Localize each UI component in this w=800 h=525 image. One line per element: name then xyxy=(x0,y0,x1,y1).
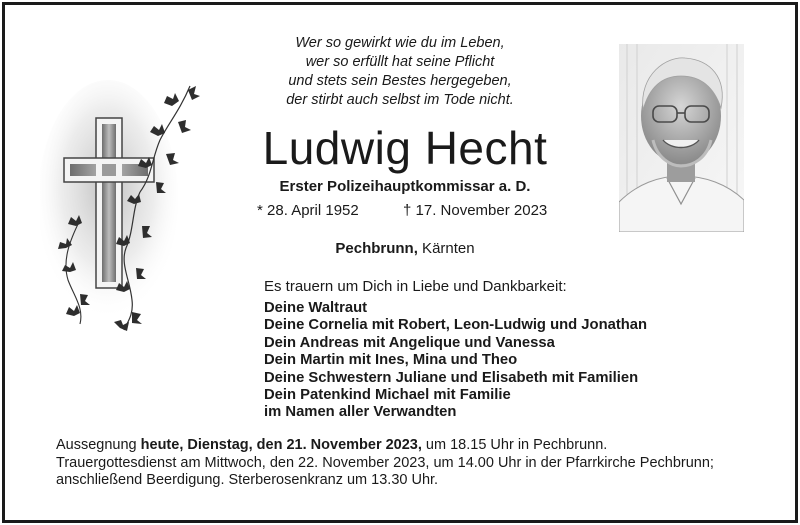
service-line-mass: Trauergottesdienst am Mittwoch, den 22. November 2023, um 14.00 Uhr in der Pfarrkirche Pechbrunn; xyxy=(56,454,714,471)
service-line1-date: heute, Dienstag, den 21. November 2023, xyxy=(140,437,422,453)
mourners-intro: Es trauern um Dich in Liebe und Dankbarkeit: xyxy=(264,278,567,295)
mourner-line: Dein Martin mit Ines, Mina und Theo xyxy=(264,352,518,369)
service-line1-pre: Aussegnung xyxy=(56,437,141,453)
mourner-line: Dein Andreas mit Angelique und Vanessa xyxy=(264,334,555,351)
service-line-blessing xyxy=(56,437,776,455)
mourner-line: Deine Waltraut xyxy=(264,300,368,316)
mourners-list xyxy=(264,300,647,422)
cross-with-ivy-icon xyxy=(40,80,200,340)
poem-line: der stirbt auch selbst im Tode nicht. xyxy=(286,92,514,108)
death-date: † 17. November 2023 xyxy=(403,202,548,219)
portrait-photo xyxy=(619,44,744,232)
poem xyxy=(230,34,570,110)
residence xyxy=(230,239,580,258)
mourner-line: Deine Schwestern Juliane und Elisabeth mit Familien xyxy=(264,369,639,386)
mourner-line: im Namen aller Verwandten xyxy=(264,404,457,421)
mourner-line: Dein Patenkind Michael mit Familie xyxy=(264,387,511,404)
birth-date: * 28. April 1952 xyxy=(257,202,359,219)
service-line1-post: um 18.15 Uhr in Pechbrunn. xyxy=(421,437,608,453)
poem-line: Wer so gewirkt wie du im Leben, xyxy=(295,35,505,51)
deceased-name: Ludwig Hecht xyxy=(262,122,548,174)
deceased-title: Erster Polizeihauptkommissar a. D. xyxy=(279,178,531,195)
poem-line: wer so erfüllt hat seine Pflicht xyxy=(305,54,495,70)
residence-town: Pechbrunn, xyxy=(335,240,418,257)
poem-line: und stets sein Bestes hergegeben, xyxy=(288,73,512,89)
service-line-burial: anschließend Beerdigung. Sterberosenkranz um 13.30 Uhr. xyxy=(56,472,439,488)
mourner-line: Deine Cornelia mit Robert, Leon-Ludwig und Jonathan xyxy=(264,317,648,334)
service-details xyxy=(56,437,776,490)
residence-region: Kärnten xyxy=(417,240,475,257)
